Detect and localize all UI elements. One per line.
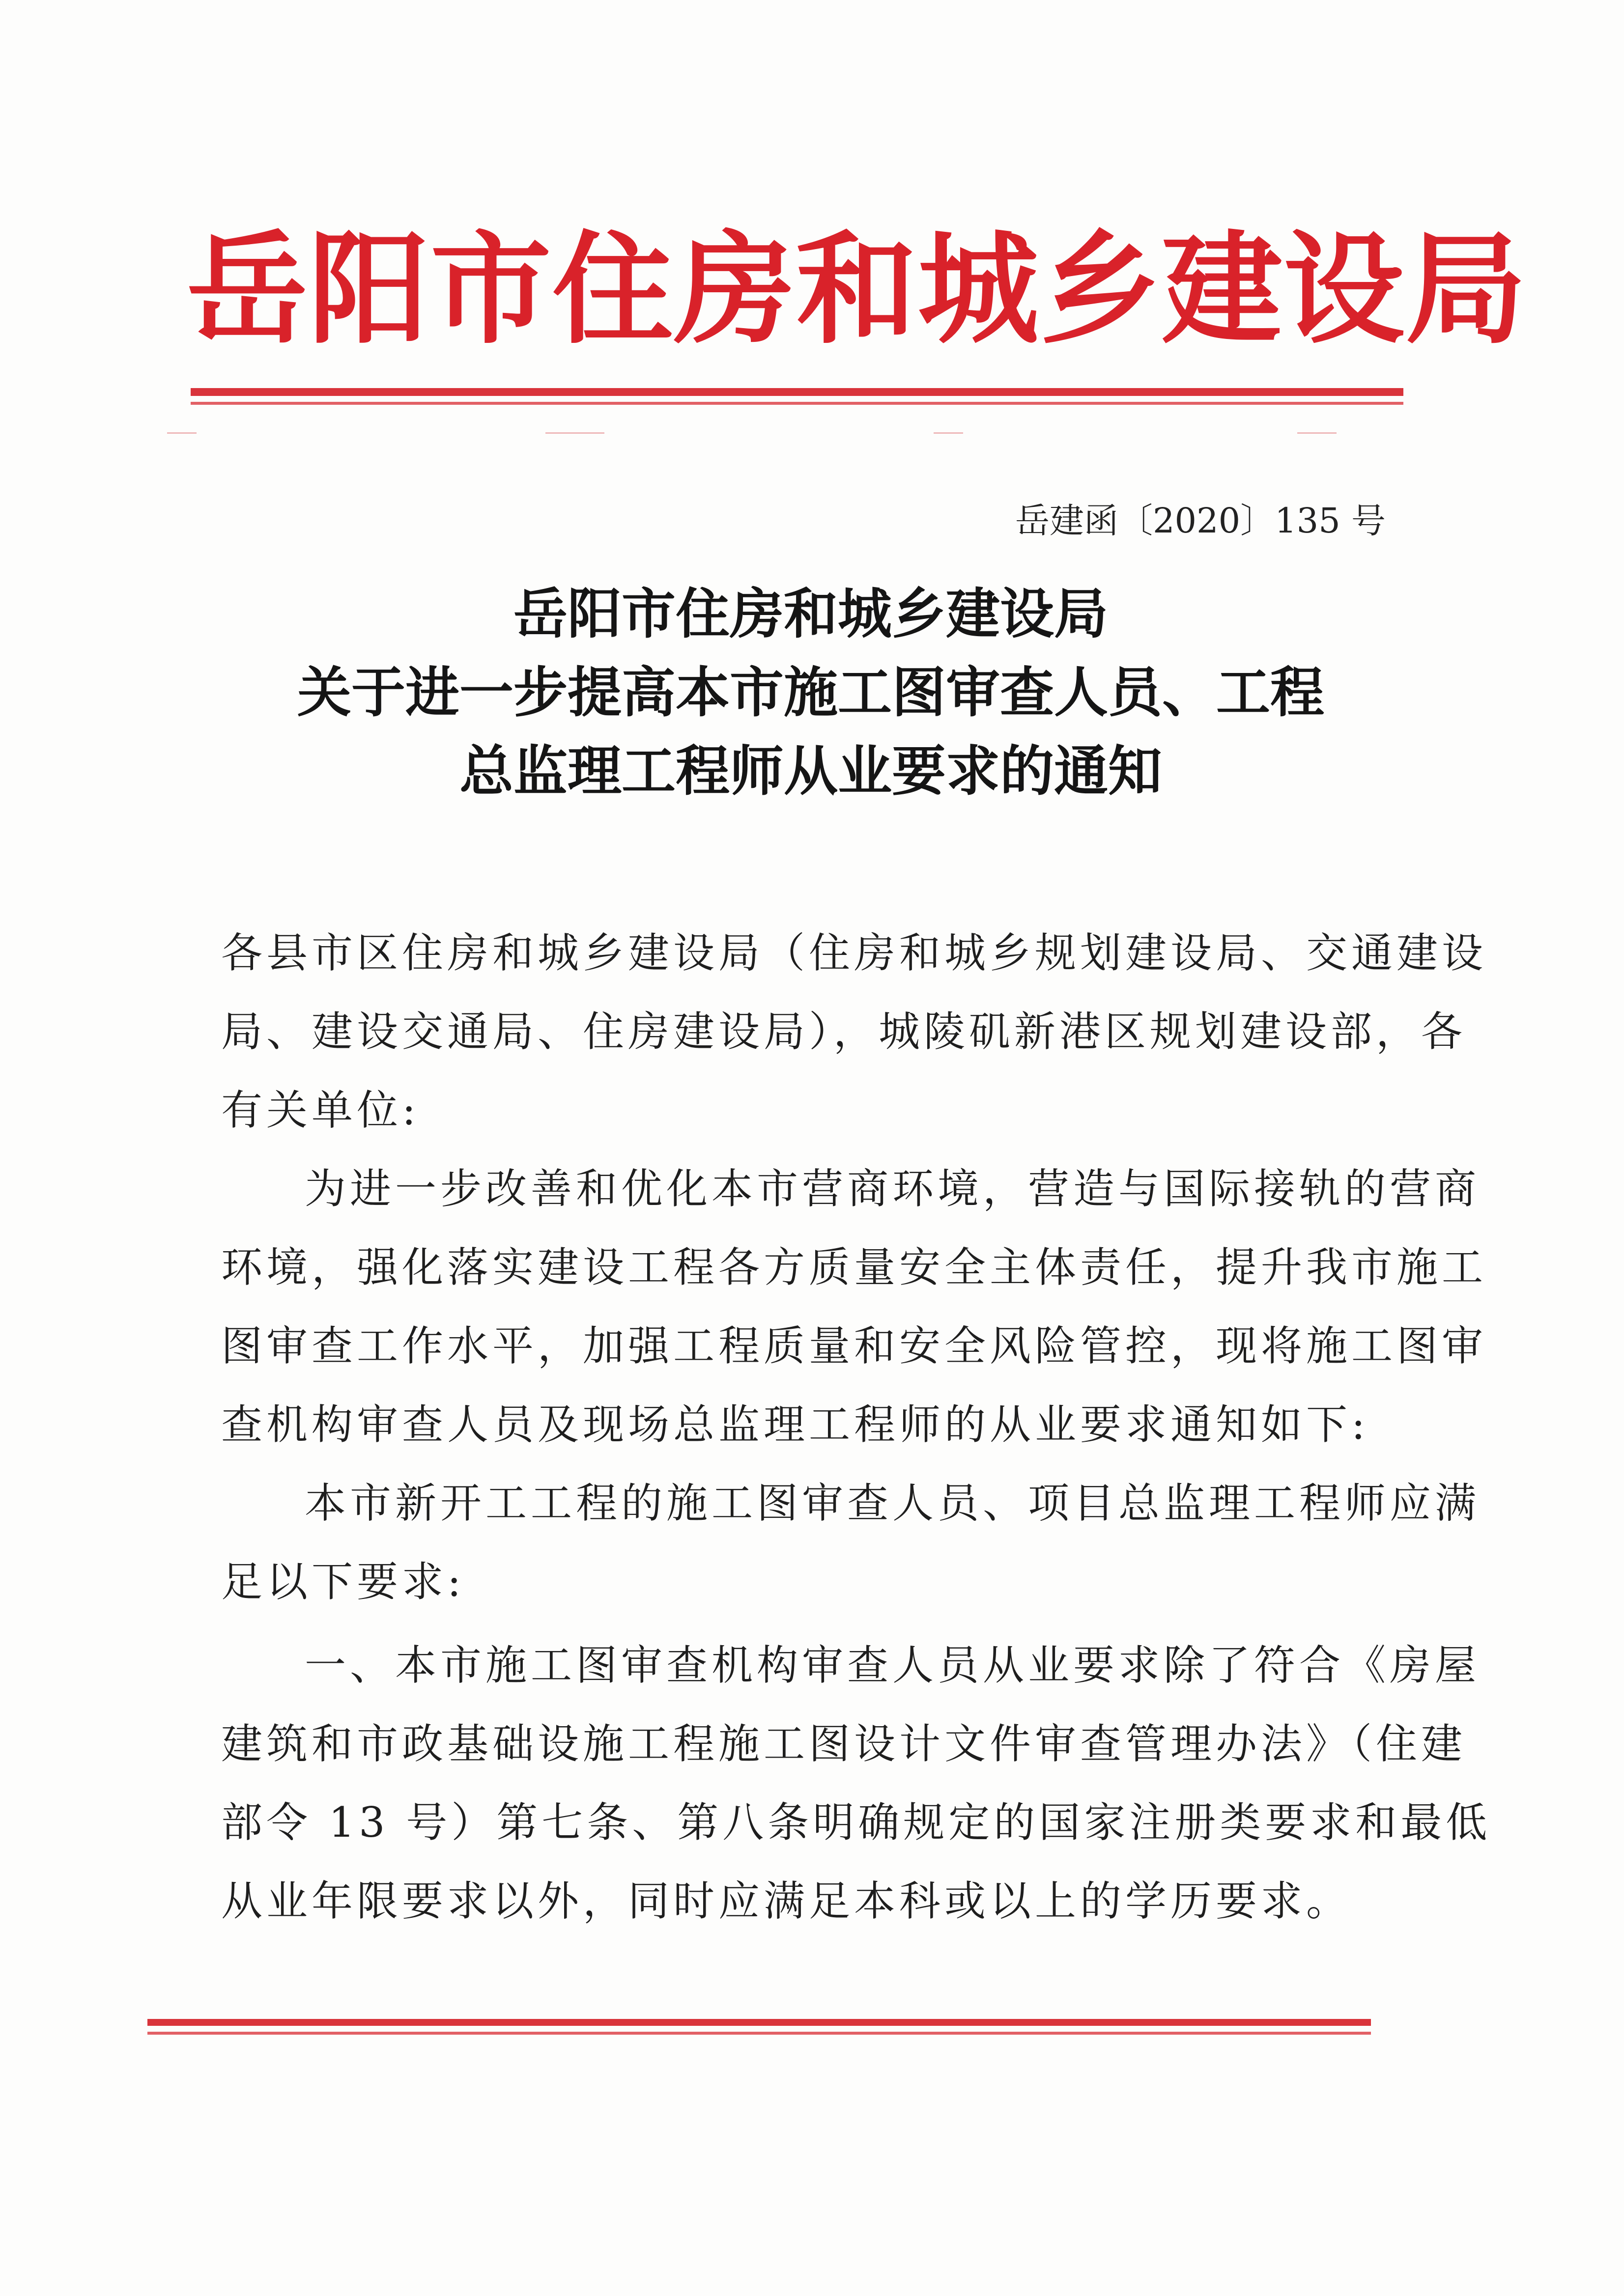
footer-rule-secondary <box>147 2032 1371 2035</box>
document-number: 岳建函〔2020〕135 号 <box>1015 501 1386 541</box>
letterhead-title: 岳阳市住房和城乡建设局 <box>187 219 1528 361</box>
letterhead-rule <box>191 388 1403 396</box>
document-title-line: 总监理工程师从业要求的通知 <box>459 739 1162 803</box>
fold-mark <box>1297 432 1337 434</box>
body-paragraph-line: 环境，强化落实建设工程各方质量安全主体责任，提升我市施工 <box>221 1243 1487 1291</box>
addressee-line: 各县市区住房和城乡建设局（住房和城乡规划建设局、交通建设 <box>221 929 1487 977</box>
body-paragraph-line: 本市新开工工程的施工图审查人员、项目总监理工程师应满 <box>305 1479 1481 1527</box>
body-paragraph-line: 一、本市施工图审查机构审查人员从业要求除了符合《房屋 <box>305 1641 1481 1689</box>
body-paragraph-line: 从业年限要求以外，同时应满足本科或以上的学历要求。 <box>221 1877 1352 1925</box>
document-title-line: 岳阳市住房和城乡建设局 <box>513 582 1108 645</box>
body-paragraph-line: 查机构审查人员及现场总监理工程师的从业要求通知如下: <box>221 1400 1369 1449</box>
fold-mark <box>934 432 963 434</box>
addressee-line: 有关单位: <box>221 1086 420 1134</box>
footer-rule <box>147 2019 1371 2026</box>
addressee-line: 局、建设交通局、住房建设局），城陵矶新港区规划建设部，各 <box>221 1008 1467 1056</box>
body-paragraph-line: 为进一步改善和优化本市营商环境，营造与国际接轨的营商 <box>305 1165 1481 1213</box>
body-paragraph-line: 建筑和市政基础设施工程施工图设计文件审查管理办法》（住建 <box>221 1720 1467 1768</box>
letterhead-rule-secondary <box>191 402 1403 405</box>
body-paragraph-line: 图审查工作水平，加强工程质量和安全风险管控，现将施工图审 <box>221 1322 1487 1370</box>
fold-mark <box>545 432 604 434</box>
fold-mark <box>167 432 197 434</box>
body-paragraph-line: 部令 13 号）第七条、第八条明确规定的国家注册类要求和最低 <box>221 1798 1491 1847</box>
document-title-line: 关于进一步提高本市施工图审查人员、工程 <box>297 661 1324 724</box>
body-paragraph-line: 足以下要求: <box>221 1558 465 1606</box>
